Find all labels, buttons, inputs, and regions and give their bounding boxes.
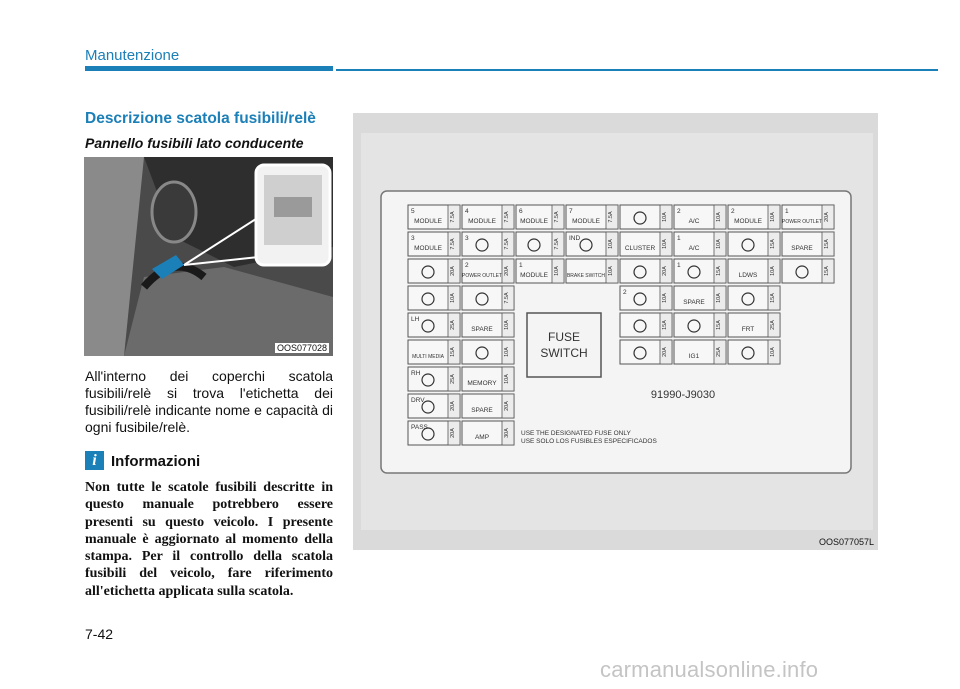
fuse-amperage: 15A [662, 320, 668, 330]
watermark: carmanualsonline.info [600, 657, 819, 682]
fuse-cell [462, 313, 514, 337]
fuse-cell [408, 394, 460, 418]
fuse-label: POWER OUTLET [781, 219, 823, 225]
fuse-cell [566, 232, 618, 256]
fuse-cell [674, 205, 726, 229]
fuse-switch-label-1: FUSE [547, 330, 581, 344]
fuse-amperage: 10A [770, 347, 776, 357]
fuse-amperage: 20A [662, 266, 668, 276]
fuse-amperage: 15A [450, 347, 456, 357]
fuse-amperage: 20A [504, 266, 510, 276]
fuse-number: 5 [411, 208, 415, 215]
fuse-amperage: 10A [662, 212, 668, 222]
fuse-label: MODULE [520, 272, 548, 279]
fuse-cell [516, 205, 564, 229]
photo-caption: OOS077028 [276, 343, 327, 353]
fuse-label: MODULE [468, 218, 496, 225]
fuse-cell [782, 259, 834, 283]
fuse-panel-diagram [353, 113, 878, 550]
fuse-amperage: 10A [504, 320, 510, 330]
fuse-number: 7 [569, 208, 573, 215]
fuse-number: DRV [411, 397, 425, 404]
section-subtitle: Pannello fusibili lato conducente [85, 135, 304, 151]
fuse-label: SPARE [791, 245, 813, 252]
fuse-amperage: 10A [504, 374, 510, 384]
fuse-label: A/C [688, 218, 700, 225]
fuse-number: 2 [731, 208, 735, 215]
fuse-label: SPARE [471, 407, 493, 414]
fuse-amperage: 20A [662, 347, 668, 357]
part-number: 91990-J9030 [650, 389, 716, 401]
fuse-number: LH [411, 316, 420, 323]
fuse-number: PASS [411, 424, 428, 431]
fuse-note-es: USE SOLO LOS FUSIBLES ESPECIFICADOS [521, 438, 657, 445]
fuse-label: MODULE [520, 218, 548, 225]
fuse-cell [462, 340, 514, 364]
fuse-amperage: 7.5A [450, 238, 456, 250]
fuse-label: MULTI MEDIA [412, 354, 444, 360]
fuse-amperage: 30A [504, 428, 510, 438]
fuse-diagram [353, 113, 878, 550]
diagram-caption: OOS077057L [818, 537, 874, 547]
fuse-cell [408, 232, 460, 256]
fuse-number: 3 [411, 235, 415, 242]
fuse-amperage: 15A [770, 293, 776, 303]
info-icon: i [85, 451, 104, 470]
fuse-label: CLUSTER [624, 245, 656, 252]
fuse-number: 1 [677, 235, 681, 242]
fuse-cell [674, 259, 726, 283]
fuse-cell [674, 340, 726, 364]
fuse-number: 2 [465, 262, 469, 269]
fuse-cell [462, 367, 514, 391]
header-rule-thick [85, 66, 333, 71]
fuse-amperage: 20A [824, 212, 830, 222]
fuse-amperage: 10A [770, 212, 776, 222]
fuse-cell [728, 232, 780, 256]
fuse-cell [620, 286, 672, 310]
fuse-amperage: 7.5A [450, 211, 456, 223]
fuse-number: IND [569, 235, 581, 242]
fuse-amperage: 7.5A [608, 211, 614, 223]
car-interior-illustration [84, 157, 333, 356]
fuse-amperage: 10A [554, 266, 560, 276]
fuse-cell [408, 259, 460, 283]
fuse-amperage: 7.5A [504, 238, 510, 250]
fuse-cell [674, 286, 726, 310]
fuse-cell [728, 205, 780, 229]
fuse-label: MODULE [734, 218, 762, 225]
fuse-number: 4 [465, 208, 469, 215]
page-number: 7-42 [85, 626, 114, 642]
fuse-cell [408, 340, 460, 364]
fuse-label: SPARE [683, 299, 705, 306]
fuse-amperage: 20A [450, 266, 456, 276]
fuse-amperage: 25A [770, 320, 776, 330]
fuse-amperage: 10A [504, 347, 510, 357]
fuse-number: 1 [785, 208, 789, 215]
fuse-cell [620, 205, 672, 229]
info-text: Non tutte le scatole fusibili descritte in questo manuale potrebbero essere presenti su questo veicolo. I presente manuale è aggiornato al momento della stampa. Per il controllo della scatola fusibili del veicolo, fare riferimento all'etichetta applicata sulla scatola. [85, 480, 333, 599]
fuse-label: AMP [474, 434, 490, 441]
fuse-cell [408, 286, 460, 310]
fuse-label: SPARE [471, 326, 493, 333]
fuse-cell [408, 421, 460, 445]
fuse-cell [674, 232, 726, 256]
fuse-amperage: 15A [824, 239, 830, 249]
fuse-amperage: 15A [824, 266, 830, 276]
fuse-cell [566, 259, 618, 283]
section-header: Manutenzione [85, 47, 180, 64]
fuse-cell [674, 313, 726, 337]
fuse-amperage: 10A [662, 239, 668, 249]
body-paragraph: All'interno dei coperchi scatola fusibili/relè si trova l'etichetta dei fusibili/relè indicante nome e capacità di ogni fusibile/relè. [85, 368, 333, 435]
fuse-cell [620, 259, 672, 283]
fuse-number: 3 [465, 235, 469, 242]
fuse-amperage: 15A [770, 239, 776, 249]
fuse-panel-photo [84, 157, 333, 356]
fuse-cell [566, 205, 618, 229]
fuse-label: BRAKE SWITCH [566, 273, 606, 279]
fuse-amperage: 15A [716, 320, 722, 330]
fuse-amperage: 25A [450, 320, 456, 330]
fuse-amperage: 25A [450, 374, 456, 384]
fuse-cell [462, 394, 514, 418]
fuse-amperage: 10A [770, 266, 776, 276]
fuse-cell [728, 286, 780, 310]
fuse-cell [408, 367, 460, 391]
fuse-label: MODULE [414, 245, 442, 252]
fuse-number: 6 [519, 208, 523, 215]
fuse-number: 1 [677, 262, 681, 269]
fuse-number: 1 [519, 262, 523, 269]
fuse-cell [462, 286, 514, 310]
fuse-number: 2 [677, 208, 681, 215]
fuse-amperage: 10A [662, 293, 668, 303]
fuse-amperage: 20A [504, 401, 510, 411]
fuse-cell [516, 232, 564, 256]
fuse-amperage: 7.5A [554, 211, 560, 223]
fuse-cell [620, 313, 672, 337]
fuse-cell [462, 421, 514, 445]
fuse-amperage: 7.5A [504, 211, 510, 223]
header-rule-thin [336, 69, 938, 71]
fuse-label: MODULE [414, 218, 442, 225]
fuse-cell [782, 205, 834, 229]
fuse-label: IG1 [688, 353, 700, 360]
section-title: Descrizione scatola fusibili/relè [85, 110, 316, 127]
fuse-amperage: 10A [608, 239, 614, 249]
fuse-cell [728, 340, 780, 364]
fuse-cell [728, 313, 780, 337]
fuse-amperage: 7.5A [554, 238, 560, 250]
fuse-cell [728, 259, 780, 283]
fuse-cell [516, 259, 564, 283]
fuse-label: A/C [688, 245, 700, 252]
fuse-amperage: 20A [450, 401, 456, 411]
fuse-amperage: 10A [716, 212, 722, 222]
fuse-switch-label-2: SWITCH [540, 346, 588, 360]
fuse-label: FRT [741, 326, 755, 333]
fuse-amperage: 25A [716, 347, 722, 357]
fuse-number: 2 [623, 289, 627, 296]
fuse-cell [408, 205, 460, 229]
fuse-amperage: 15A [716, 266, 722, 276]
fuse-amperage: 7.5A [504, 292, 510, 304]
fuse-cell [620, 232, 672, 256]
fuse-label: LDWS [738, 272, 758, 279]
fuse-amperage: 10A [608, 266, 614, 276]
info-title: Informazioni [111, 453, 201, 470]
fuse-note-en: USE THE DESIGNATED FUSE ONLY [521, 430, 631, 437]
fuse-cell [462, 232, 514, 256]
fuse-cell [462, 259, 514, 283]
fuse-cell [782, 232, 834, 256]
fuse-label: MODULE [572, 218, 600, 225]
fuse-label: POWER OUTLET [461, 273, 503, 279]
fuse-amperage: 20A [450, 428, 456, 438]
fuse-amperage: 10A [450, 293, 456, 303]
fuse-cell [462, 205, 514, 229]
fuse-switch-box [527, 313, 601, 377]
fuse-label: MEMORY [467, 380, 497, 387]
fuse-amperage: 10A [716, 239, 722, 249]
fuse-number: RH [411, 370, 421, 377]
fuse-cell [620, 340, 672, 364]
fuse-cell [408, 313, 460, 337]
fuse-amperage: 10A [716, 293, 722, 303]
